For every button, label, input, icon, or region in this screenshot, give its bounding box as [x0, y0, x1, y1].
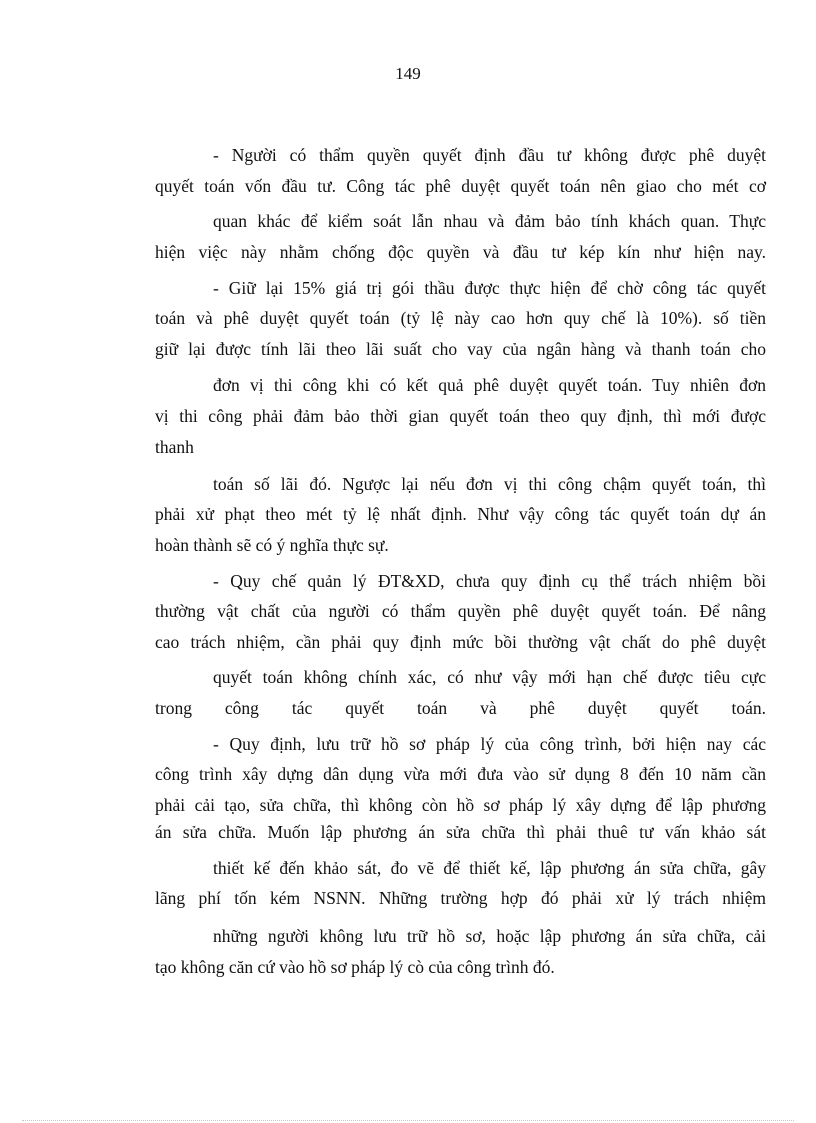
text-line: án sửa chữa. Muốn lập phương án sửa chữa thì phải thuê tư vấn khảo sát — [155, 822, 766, 842]
text-line: hoàn thành sẽ có ý nghĩa thực sự. — [155, 535, 389, 555]
text-line: phải cải tạo, sửa chữa, thì không còn hồ sơ pháp lý xây dựng để lập phương — [155, 795, 766, 815]
text-line: toán và phê duyệt quyết toán (tỷ lệ này cao hơn quy chế là 10%). số tiền — [155, 308, 766, 328]
text-line: - Quy chế quản lý ĐT&XD, chưa quy định cụ thể trách nhiệm bồi — [213, 571, 766, 591]
text-line: giữ lại được tính lãi theo lãi suất cho vay của ngân hàng và thanh toán cho — [155, 339, 766, 359]
text-line: quyết toán không chính xác, có như vậy mới hạn chế được tiêu cực — [213, 667, 766, 687]
text-line: hiện việc này nhằm chống độc quyền và đầu tư kép kín như hiện nay. — [155, 242, 766, 262]
text-line: đơn vị thi công khi có kết quả phê duyệt quyết toán. Tuy nhiên đơn — [213, 375, 766, 395]
text-line: cao trách nhiệm, cần phải quy định mức bồi thường vật chất do phê duyệt — [155, 632, 766, 652]
text-line: vị thi công phải đảm bảo thời gian quyết toán theo quy định, thì mới được — [155, 406, 766, 426]
text-line: toán số lãi đó. Ngược lại nếu đơn vị thi công chậm quyết toán, thì — [213, 474, 766, 494]
text-line: những người không lưu trữ hồ sơ, hoặc lập phương án sửa chữa, cải — [213, 926, 766, 946]
text-line: trong công tác quyết toán và phê duyệt quyết toán. — [155, 698, 766, 718]
text-line: phải xử phạt theo mét tỷ lệ nhất định. Như vậy công tác quyết toán dự án — [155, 504, 766, 524]
text-line: thanh — [155, 437, 194, 457]
text-line: công trình xây dựng dân dụng vừa mới đưa vào sử dụng 8 đến 10 năm cần — [155, 764, 766, 784]
page-bottom-rule — [22, 1120, 794, 1121]
text-line: tạo không căn cứ vào hồ sơ pháp lý cò của công trình đó. — [155, 957, 555, 977]
text-line: thường vật chất của người có thẩm quyền phê duyệt quyết toán. Để nâng — [155, 601, 766, 621]
text-line: - Quy định, lưu trữ hồ sơ pháp lý của công trình, bởi hiện nay các — [213, 734, 766, 754]
text-line: - Người có thẩm quyền quyết định đầu tư không được phê duyệt — [213, 145, 766, 165]
text-line: quan khác để kiểm soát lẫn nhau và đảm bảo tính khách quan. Thực — [213, 211, 766, 231]
text-line: quyết toán vốn đầu tư. Công tác phê duyệt quyết toán nên giao cho mét cơ — [155, 176, 766, 196]
text-line: lãng phí tốn kém NSNN. Những trường hợp đó phải xử lý trách nhiệm — [155, 888, 766, 908]
page-number: 149 — [395, 64, 421, 83]
text-line: - Giữ lại 15% giá trị gói thầu được thực hiện để chờ công tác quyết — [213, 278, 766, 298]
text-line: thiết kế đến khảo sát, đo vẽ để thiết kế, lập phương án sửa chữa, gây — [213, 858, 766, 878]
